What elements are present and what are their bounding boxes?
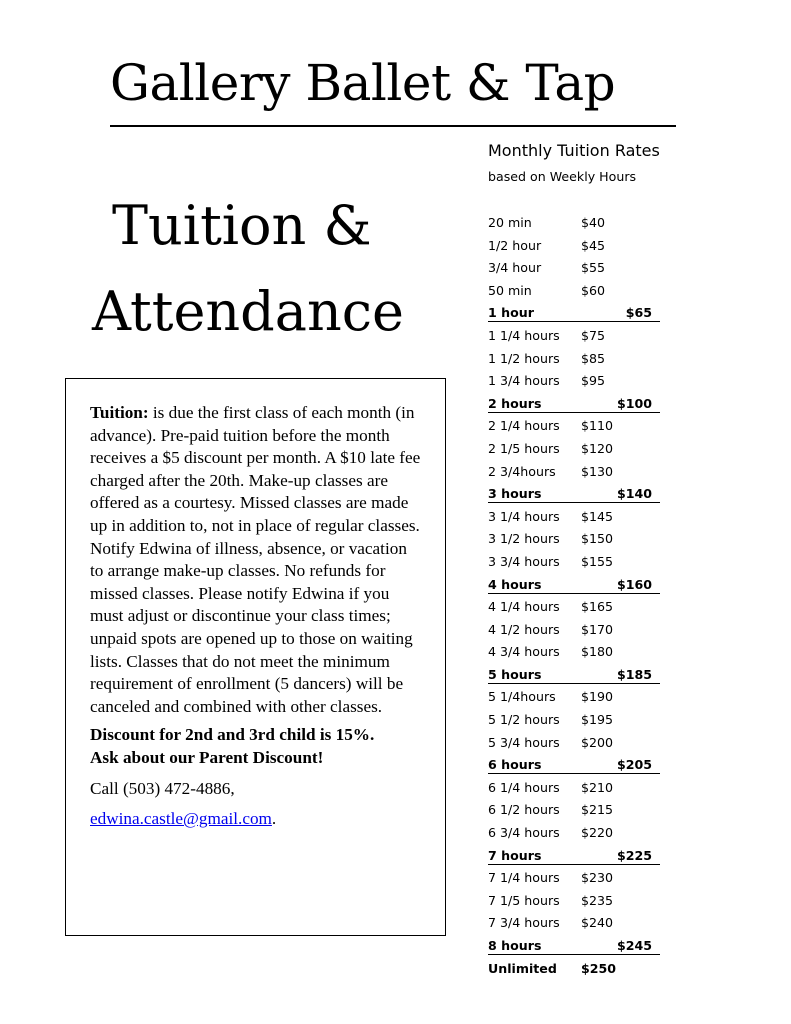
- rate-duration: 4 1/4 hours: [488, 599, 560, 615]
- email-contact: [90, 808, 423, 831]
- rate-row: [488, 528, 668, 551]
- parent-discount-text: Ask about our Parent Discount!: [90, 747, 324, 767]
- rate-duration: 1 1/2 hours: [488, 350, 560, 366]
- rate-duration: Unlimited: [488, 960, 557, 976]
- rate-duration: 1/2 hour: [488, 237, 542, 253]
- rate-price: $205: [616, 757, 652, 773]
- rate-duration: 7 3/4 hours: [488, 915, 560, 931]
- rate-price: $180: [581, 644, 614, 660]
- rate-row: [488, 709, 668, 732]
- rate-price: $65: [625, 305, 652, 321]
- rate-row: [488, 235, 668, 258]
- rate-duration: 50 min: [488, 282, 532, 298]
- rate-price: $145: [581, 508, 614, 524]
- rate-row: [488, 619, 668, 642]
- rate-duration: 2 1/5 hours: [488, 440, 560, 456]
- rate-row: [488, 257, 668, 280]
- rate-price: $235: [581, 892, 614, 908]
- email-suffix: .: [271, 809, 277, 829]
- rate-price: $110: [581, 418, 614, 434]
- rate-price: $230: [581, 870, 614, 886]
- rate-price: $245: [616, 938, 652, 953]
- rate-row: [488, 212, 668, 235]
- rate-row: [488, 370, 668, 393]
- rate-row-underline: [488, 302, 660, 322]
- rate-price: $60: [581, 282, 606, 298]
- rate-price: $95: [581, 373, 606, 389]
- rate-row-underline: [488, 754, 660, 774]
- rate-duration: 5 hours: [488, 666, 542, 682]
- phone-contact: Call (503) 472-4886,: [90, 778, 235, 798]
- rate-price: $155: [581, 553, 614, 569]
- rate-price: $160: [616, 576, 652, 592]
- rate-row: [488, 325, 668, 348]
- rate-row: [488, 777, 668, 800]
- rate-price: $215: [581, 802, 614, 818]
- rate-row: [488, 867, 668, 890]
- rate-duration: 8 hours: [488, 938, 542, 953]
- rate-row: [488, 890, 668, 913]
- rate-duration: 2 1/4 hours: [488, 418, 560, 434]
- rate-row-whole-hour: [488, 935, 668, 958]
- rate-row-underline: [488, 483, 660, 503]
- rate-row: [488, 506, 668, 529]
- rate-duration: 3 3/4 hours: [488, 553, 560, 569]
- rate-row: [488, 686, 668, 709]
- rates-subheading: based on Weekly Hours: [488, 169, 637, 184]
- rate-price: $100: [616, 395, 652, 411]
- rate-row-whole-hour: [488, 302, 668, 325]
- rate-price: $220: [581, 825, 614, 841]
- rate-duration: 1 hour: [488, 305, 534, 321]
- rate-row-whole-hour: [488, 754, 668, 777]
- sibling-discount-text: Discount for 2nd and 3rd child is 15%.: [90, 725, 375, 745]
- rate-price: $85: [581, 350, 606, 366]
- rate-duration: 6 1/4 hours: [488, 779, 560, 795]
- rate-price: $185: [616, 666, 652, 682]
- tuition-policy-text: is due the first class of each month (in advance). Pre-paid tuition before the month receives a $5 discount per month. A $10 late fee charged after the 20th. Make-up classes are offered as a courtesy. Missed classes are made up in addition to, not in place of regular classes. Notify Edwina of illness, absence, or vacation to arrange make-up classes. No refunds for missed classes. Please notify Edwina if you must adjust or discontinue your class times; unpaid spots are opened up to those on waiting lists. Classes that do not meet the minimum requirement of enrollment (5 dancers) will be canceled and combined with other classes.: [90, 403, 421, 716]
- rate-row: [488, 551, 668, 574]
- rate-row: [488, 799, 668, 822]
- rate-duration: 3 hours: [488, 486, 542, 502]
- rate-row-underline: [488, 393, 660, 413]
- tuition-label: Tuition:: [90, 403, 149, 422]
- rate-duration: 4 3/4 hours: [488, 644, 560, 660]
- rate-row-whole-hour: [488, 845, 668, 868]
- tuition-policy-paragraph: [90, 402, 423, 718]
- rate-duration: 4 hours: [488, 576, 542, 592]
- rate-duration: 6 hours: [488, 757, 542, 773]
- rate-row-underline: [488, 935, 660, 955]
- rate-price: $55: [581, 260, 606, 276]
- rate-row: [488, 912, 668, 935]
- rate-duration: 20 min: [488, 215, 532, 230]
- rate-duration: 4 1/2 hours: [488, 621, 560, 637]
- rate-price: $140: [616, 486, 652, 502]
- policy-box: [65, 378, 446, 936]
- rate-row: [488, 822, 668, 845]
- rate-price: $240: [581, 915, 614, 931]
- rate-row-whole-hour: [488, 483, 668, 506]
- rate-row: [488, 348, 668, 371]
- section-title: [92, 183, 412, 355]
- rate-row: [488, 461, 668, 484]
- rate-duration: 5 1/2 hours: [488, 712, 560, 728]
- rate-price: $250: [581, 960, 617, 976]
- rate-duration: 6 3/4 hours: [488, 825, 560, 841]
- rate-duration: 3/4 hour: [488, 260, 542, 276]
- rate-duration: 5 1/4hours: [488, 689, 556, 705]
- title-divider: [110, 125, 676, 127]
- rate-duration: 2 3/4hours: [488, 463, 556, 479]
- rate-row: [488, 438, 668, 461]
- rate-duration: 7 1/4 hours: [488, 870, 560, 886]
- rate-price: $130: [581, 463, 614, 479]
- rate-price: $120: [581, 440, 614, 456]
- rate-row-whole-hour: [488, 574, 668, 597]
- rate-duration: 5 3/4 hours: [488, 734, 560, 750]
- rate-price: $75: [581, 327, 606, 343]
- rate-duration: 7 hours: [488, 847, 542, 863]
- rate-row: [488, 732, 668, 755]
- page-title: Gallery Ballet & Tap: [110, 54, 616, 112]
- rate-row-unlimited: [488, 958, 668, 981]
- rate-price: $170: [581, 621, 614, 637]
- rates-heading: Monthly Tuition Rates: [488, 141, 660, 160]
- rate-row-underline: [488, 664, 660, 684]
- rate-row-whole-hour: [488, 393, 668, 416]
- rate-row-whole-hour: [488, 664, 668, 687]
- rate-price: $165: [581, 599, 614, 615]
- discount-note: [90, 724, 423, 769]
- rate-duration: 3 1/2 hours: [488, 531, 560, 547]
- rate-row: [488, 415, 668, 438]
- rate-price: $195: [581, 712, 614, 728]
- rate-price: $200: [581, 734, 614, 750]
- rate-row: [488, 280, 668, 303]
- rate-duration: 7 1/5 hours: [488, 892, 560, 908]
- rate-duration: 6 1/2 hours: [488, 802, 560, 818]
- rate-duration: 3 1/4 hours: [488, 508, 560, 524]
- rate-row-underline: [488, 845, 660, 865]
- rate-row: [488, 596, 668, 619]
- rate-price: $225: [616, 847, 652, 863]
- rate-price: $45: [581, 237, 606, 253]
- rate-price: $210: [581, 779, 614, 795]
- rates-table: [488, 212, 668, 980]
- rate-duration: 2 hours: [488, 395, 542, 411]
- rate-row-underline: [488, 574, 660, 594]
- email-link[interactable]: edwina.castle@gmail.com: [90, 809, 272, 829]
- rate-price: $40: [581, 215, 606, 230]
- rate-duration: 1 3/4 hours: [488, 373, 560, 389]
- rate-price: $150: [581, 531, 614, 547]
- section-title-line-2: Attendance: [92, 280, 404, 343]
- rate-row: [488, 641, 668, 664]
- rate-price: $190: [581, 689, 614, 705]
- section-title-line-1: Tuition &: [112, 194, 372, 257]
- rate-duration: 1 1/4 hours: [488, 327, 560, 343]
